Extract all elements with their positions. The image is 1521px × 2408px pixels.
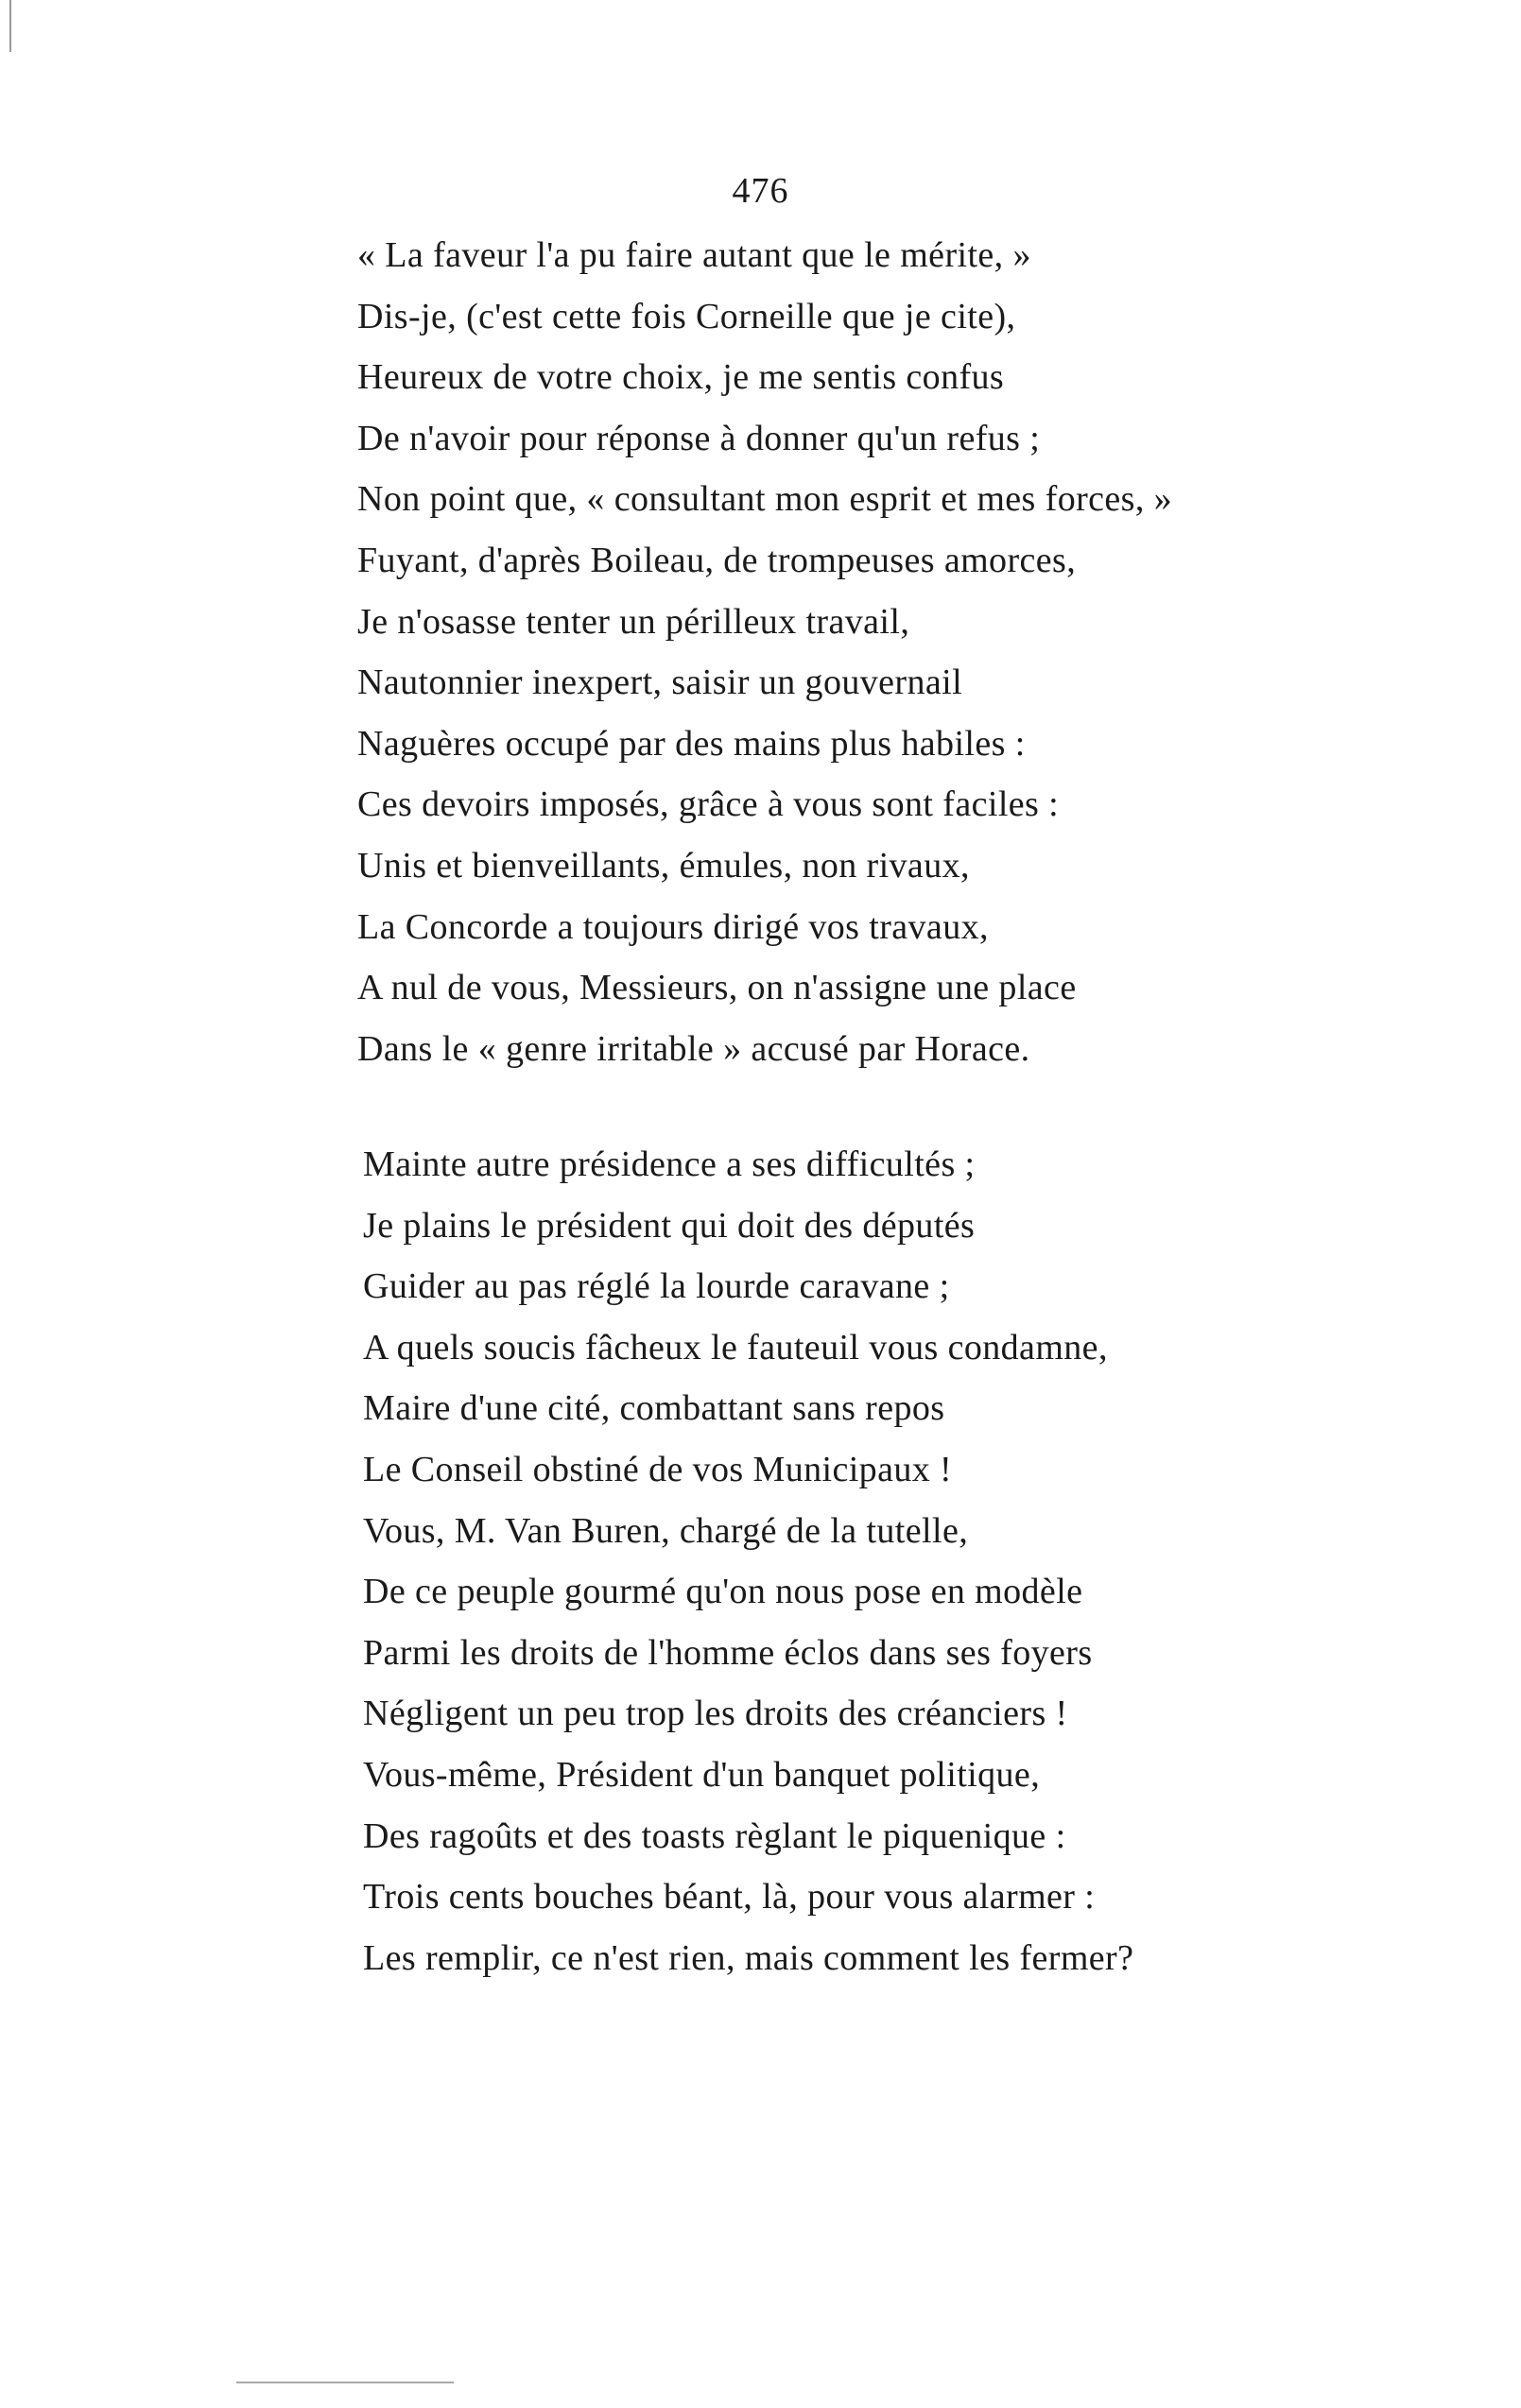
stanza-2 — [363, 1134, 1133, 1988]
verse-line: A quels soucis fâcheux le fauteuil vous condamne, — [363, 1327, 1108, 1367]
scan-artifact-bottom — [236, 2382, 454, 2383]
verse-line: Vous, M. Van Buren, chargé de la tutelle, — [363, 1510, 969, 1551]
verse-line: La Concorde a toujours dirigé vos travaux, — [357, 906, 989, 947]
verse-line: Dis-je, (c'est cette fois Corneille que je cite), — [357, 296, 1016, 336]
verse-line: Nautonnier inexpert, saisir un gouvernail — [357, 662, 963, 703]
verse-line: Fuyant, d'après Boileau, de trompeuses amorces, — [357, 540, 1077, 580]
verse-line: Mainte autre présidence a ses difficultés ; — [363, 1144, 976, 1184]
verse-line: Unis et bienveillants, émules, non rivaux, — [357, 845, 970, 886]
verse-line: Naguères occupé par des mains plus habiles : — [357, 723, 1026, 764]
verse-line: Négligent un peu trop les droits des créanciers ! — [363, 1694, 1068, 1734]
verse-line: Je plains le président qui doit des députés — [363, 1205, 976, 1246]
verse-line: Les remplir, ce n'est rien, mais comment les fermer? — [363, 1937, 1134, 1978]
verse-line: Des ragoûts et des toasts règlant le piquenique : — [363, 1815, 1066, 1856]
verse-line: Non point que, « consultant mon esprit et mes forces, » — [357, 479, 1173, 520]
scan-artifact-left — [9, 0, 11, 52]
stanza-1 — [357, 225, 1172, 1079]
verse-line: Parmi les droits de l'homme éclos dans ses foyers — [363, 1632, 1093, 1673]
verse-line: Dans le « genre irritable » accusé par Horace. — [357, 1028, 1030, 1069]
verse-line: Ces devoirs imposés, grâce à vous sont faciles : — [357, 784, 1060, 825]
page-number: 476 — [732, 171, 789, 211]
verse-line: « La faveur l'a pu faire autant que le mérite, » — [357, 235, 1031, 275]
verse-line: Le Conseil obstiné de vos Municipaux ! — [363, 1449, 953, 1489]
verse-line: Je n'osasse tenter un périlleux travail, — [357, 601, 910, 642]
verse-line: Maire d'une cité, combattant sans repos — [363, 1388, 945, 1429]
verse-line: Heureux de votre choix, je me sentis confus — [357, 357, 1005, 398]
verse-line: Trois cents bouches béant, là, pour vous alarmer : — [363, 1877, 1096, 1918]
verse-line: De n'avoir pour réponse à donner qu'un refus ; — [357, 418, 1041, 458]
verse-line: Guider au pas réglé la lourde caravane ; — [363, 1266, 950, 1307]
verse-line: De ce peuple gourmé qu'on nous pose en modèle — [363, 1572, 1083, 1612]
verse-line: A nul de vous, Messieurs, on n'assigne une place — [357, 968, 1077, 1008]
verse-line: Vous-même, Président d'un banquet politique, — [363, 1754, 1041, 1795]
